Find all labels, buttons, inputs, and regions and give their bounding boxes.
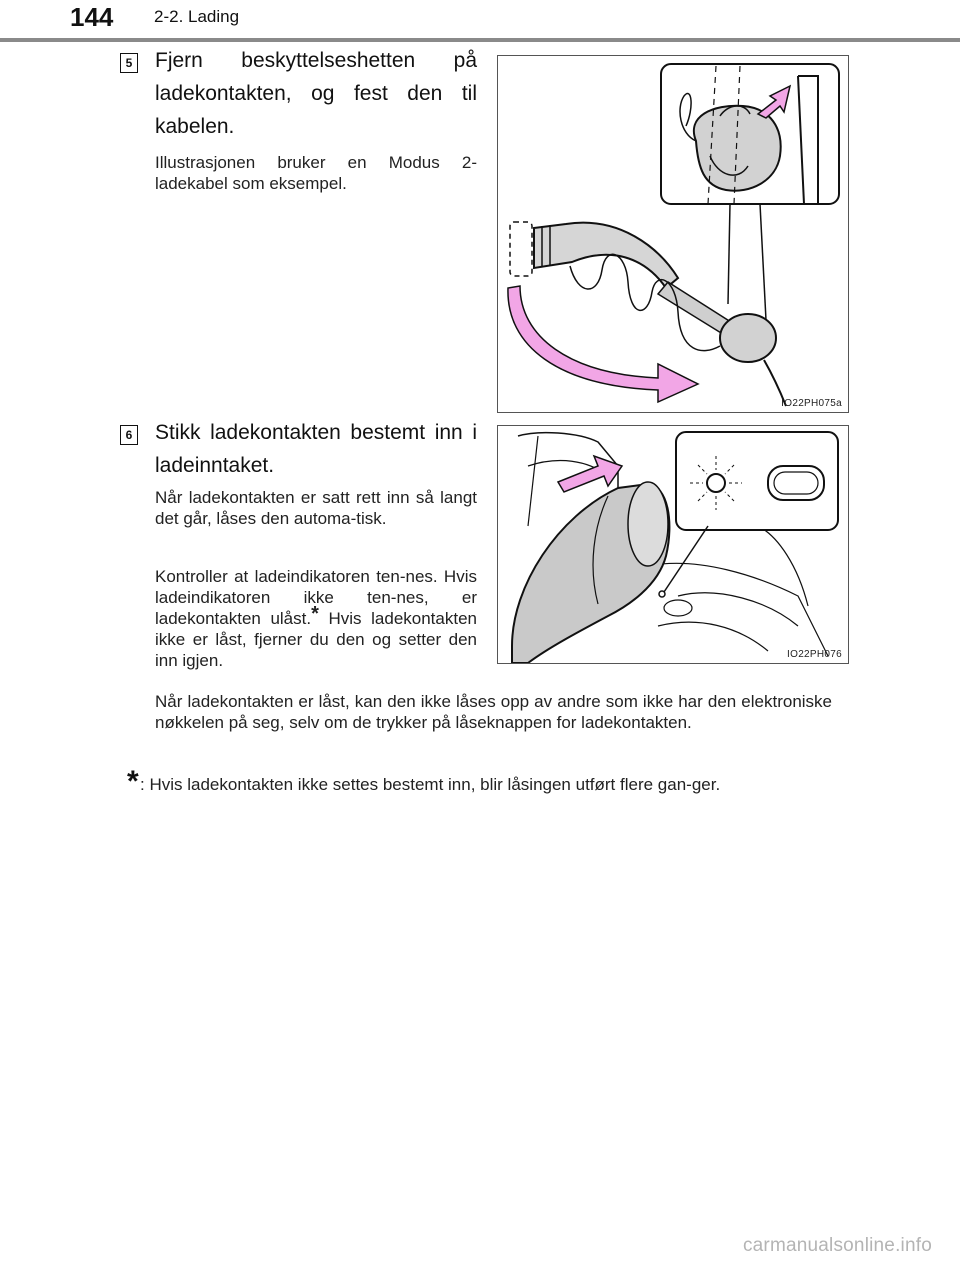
footnote-ref-marker: * bbox=[311, 603, 319, 625]
step-5-note: Illustrasjonen bruker en Modus 2-ladekabel som eksempel. bbox=[155, 153, 477, 193]
step-6-para-2-cont: Hvis ladekontakten ikke er låst, fjerner du den og setter den inn igjen. bbox=[155, 609, 477, 670]
figure-protective-cap bbox=[497, 55, 849, 413]
step-6-para-3: Når ladekontakten er låst, kan den ikke låses opp av andre som ikke har den elektroniske nøkkelen på seg, selv om de trykker på låseknappen for ladekontakten. bbox=[155, 692, 832, 732]
step-5-badge: 5 bbox=[120, 53, 138, 73]
footnote-text: : Hvis ladekontakten ikke settes bestemt inn, blir låsingen utført flere gan-ger. bbox=[140, 775, 721, 794]
step-6-para-1: Når ladekontakten er satt rett inn så langt det går, låses den automa-tisk. bbox=[155, 488, 477, 528]
figure-code: IO22PH076 bbox=[787, 649, 842, 660]
header-rule bbox=[0, 38, 960, 42]
watermark: carmanualsonline.info bbox=[742, 1235, 932, 1256]
step-5-heading: Fjern beskyttelseshetten på ladekontakten, og fest den til kabelen. bbox=[155, 49, 477, 138]
step-6-para-2 bbox=[155, 566, 477, 671]
step-6-para-2-text: Kontroller at ladeindikatoren ten-nes. Hvis ladeindikatoren ikke ten-nes, er ladekontakten ulåst. bbox=[155, 567, 477, 628]
footnote bbox=[127, 765, 832, 798]
figure-charging-inlet bbox=[497, 425, 849, 664]
inlet-illustration bbox=[498, 426, 848, 663]
page-number: 144 bbox=[70, 2, 114, 32]
step-6-badge: 6 bbox=[120, 425, 138, 445]
footnote-marker: * bbox=[127, 765, 139, 798]
figure-code: IO22PH075a bbox=[781, 398, 842, 409]
section-title: 2-2. Lading bbox=[154, 7, 240, 26]
cap-illustration bbox=[498, 56, 848, 412]
step-6-heading: Stikk ladekontakten bestemt inn i ladeinntaket. bbox=[155, 421, 477, 477]
